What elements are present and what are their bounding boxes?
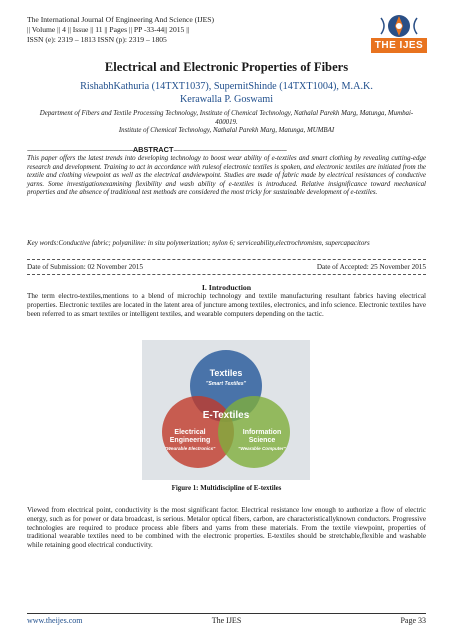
keywords: Key words:Conductive fabric; polyaniline: in situ polymerization; nylon 6; serviceability,electrochromism, supercapacitors <box>27 239 370 247</box>
footer-website-link[interactable]: www.theijes.com <box>27 616 83 625</box>
introduction-text: The term electro-textiles,mentions to a blend of microchip technology and textile manufacturing resultant fabrics having electrical properties. Electronic textiles are located in the latent area of juncture among textiles, electronics, and info science. Electronic textiles have been referred to as smart textiles or intelligent textiles, and wearable computers depending on the tactic. <box>27 292 426 318</box>
electrical-sublabel: "Wearable Electronics" <box>164 446 216 451</box>
submission-date: Date of Submission: 02 November 2015 <box>27 263 143 271</box>
logo-emblem-icon <box>371 12 427 40</box>
electrical-label-2: Engineering <box>169 437 211 444</box>
affiliation <box>30 110 423 136</box>
figure-caption: Figure 1: Multidiscipline of E-textiles <box>171 485 282 492</box>
info-sublabel: "Wearable Computer" <box>238 446 286 451</box>
e-textiles-center-label: E-Textiles <box>202 410 250 421</box>
abstract-text: This paper offers the latest trends into developing technology to boost wear ability of e-textiles and smart clothing by revealing cutting-edge research and development. Training to act in accordance with rulesof electronic textiles is spoken, and electronic textiles are initiated from the textile and clothing viewpoint as well as the electrical andviewpoint. Studies are made of fabric made by electrical resistances of conductive yarns. Some investigationexamining flexibility and wash ability of e-textiles is introduced. Relative insignificance toward mechanical properties and the absence of traditional test methods are considered the most tricky for sustainable development of e-textiles. <box>27 154 426 197</box>
info-label-2: Science <box>248 437 276 444</box>
info-label-1: Information <box>242 429 282 436</box>
heading-dashes-left: ----------------------------------------------------------- <box>27 146 133 154</box>
journal-issn: ISSN (e): 2319 – 1813 ISSN (p): 2319 – 1805 <box>27 35 167 44</box>
venn-diagram-figure <box>142 340 310 480</box>
textiles-sublabel: "Smart Textiles" <box>205 381 247 387</box>
affiliation-line-1: Department of Fibers and Textile Processing Technology, Institute of Chemical Technology, Nathalal Parekh Marg, Matunga, Mumbai- 400019. <box>39 110 414 126</box>
dates-row <box>27 263 426 271</box>
paper-title: Electrical and Electronic Properties of Fibers <box>104 60 349 74</box>
textiles-label: Textiles <box>209 368 243 378</box>
heading-dashes-right: --------------------------------------------------------------- <box>173 146 287 154</box>
divider-bottom <box>27 274 426 275</box>
affiliation-line-2: Institute of Chemical Technology, Nathalal Parekh Marg, Matunga, MUMBAI <box>118 127 335 135</box>
abstract-heading-row <box>27 145 426 154</box>
journal-volume: || Volume || 4 || Issue || 11 || Pages || PP -33-44|| 2015 || <box>27 25 190 34</box>
footer-divider <box>27 613 426 614</box>
abstract-heading: ABSTRACT <box>132 145 174 154</box>
journal-header <box>27 15 357 45</box>
body-paragraph-2: Viewed from electrical point, conductivity is the most significant factor. Electrical resistance low enough to authorize a flow of electric energy, such as for power or data broadcast, is serious. Metalor optical fibers, carbon, are characteristicallyknown conductors. Progressive technologies are required to produce process able fibers and yarns from these materials. From the textile viewpoint, properties of traditional wearable textiles need to be combined with the electronic properties. E-textiles should be stretchable,flexible and washable while retaining good electrical conductivity. <box>27 506 426 549</box>
accepted-date: Date of Accepted: 25 November 2015 <box>316 263 426 271</box>
section-heading-introduction: I. Introduction <box>201 283 252 292</box>
journal-name: The International Journal Of Engineering And Science (IJES) <box>27 15 215 24</box>
footer-page-number: Page 33 <box>400 616 426 625</box>
footer-journal: The IJES <box>211 616 242 625</box>
divider-top <box>27 259 426 260</box>
journal-logo <box>371 12 427 54</box>
page-footer <box>27 616 426 625</box>
author-list: RishabhKathuria (14TXT1037), SupernitShinde (14TXT1004), M.A.K. Kerawalla P. Goswami <box>80 81 373 105</box>
logo-text: THE IJES <box>371 38 427 53</box>
electrical-label-1: Electrical <box>174 429 206 436</box>
